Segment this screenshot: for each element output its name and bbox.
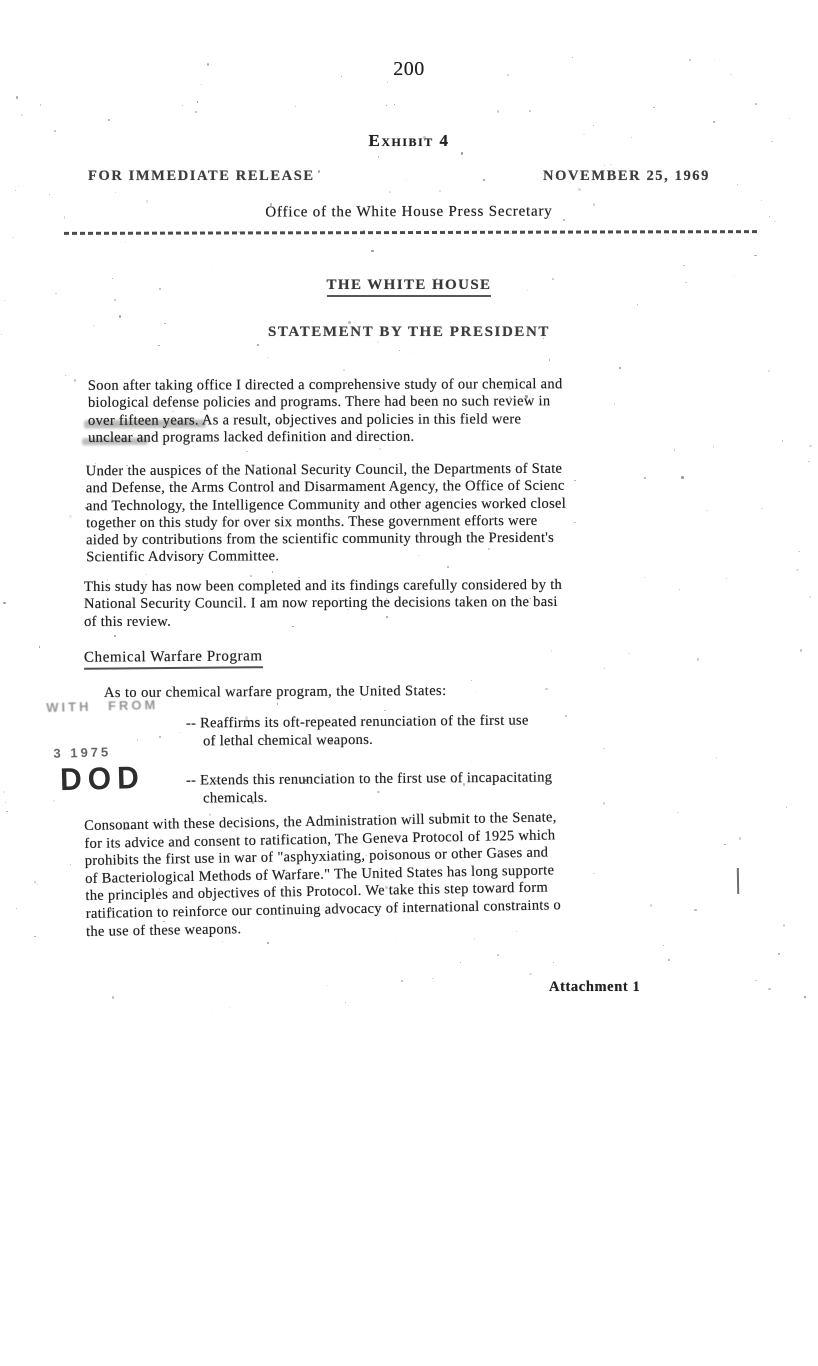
- scan-noise-dot: [112, 278, 113, 279]
- scan-noise-dot: [308, 168, 309, 169]
- scan-noise-dot: [418, 555, 420, 556]
- scan-noise-dot: [53, 800, 56, 802]
- paragraph-line: This study has now been completed and its findings carefully considered by th: [83, 576, 563, 596]
- scan-noise-dot: [389, 191, 391, 193]
- scan-noise-dot: [3, 791, 5, 793]
- scan-noise-dot: [551, 650, 552, 652]
- scan-noise-dot: [774, 221, 776, 222]
- scan-noise-dot: [604, 668, 605, 669]
- page-number: 200: [393, 58, 425, 80]
- attachment-note: Attachment 1: [549, 979, 641, 995]
- scan-noise-dot: [644, 577, 645, 578]
- scan-noise-dot: [69, 515, 72, 518]
- scan-noise-dot: [6, 811, 7, 812]
- scan-noise-dot: [734, 275, 735, 276]
- scan-noise-dot: [114, 635, 116, 638]
- scan-noise-dot: [399, 350, 400, 351]
- scan-noise-dot: [4, 300, 5, 301]
- paragraph-line: for its advice and consent to ratification, The Geneva Protocol of 1925 which: [84, 826, 556, 852]
- scan-noise-dot: [295, 106, 296, 107]
- scan-noise-dot: [529, 110, 531, 112]
- scan-noise-dot: [497, 110, 499, 112]
- section-heading: Chemical Warfare Program: [84, 648, 263, 670]
- scan-noise-dot: [215, 780, 217, 782]
- scan-noise-dot: [677, 812, 678, 813]
- scan-noise-dot: [578, 188, 581, 191]
- scan-noise-dot: [631, 137, 632, 138]
- paragraph-line: biological defense policies and programs. There had been no such review in: [87, 393, 551, 412]
- scan-noise-dot: [34, 936, 35, 937]
- dashed-separator: [64, 230, 758, 235]
- scan-noise-dot: [126, 465, 128, 466]
- scan-noise-dot: [786, 807, 787, 808]
- scan-noise-dot: [36, 883, 38, 885]
- scan-noise-dot: [245, 716, 248, 719]
- scan-noise-dot: [298, 577, 299, 578]
- paragraph-2: [86, 461, 567, 567]
- scan-noise-dot: [447, 566, 449, 568]
- scan-noise-dot: [644, 477, 646, 479]
- scan-noise-dot: [209, 874, 211, 875]
- bullet-line: chemicals.: [203, 789, 268, 806]
- scan-noise-dot: [385, 886, 387, 888]
- scan-noise-dot: [384, 710, 386, 712]
- scan-noise-dot: [463, 783, 465, 785]
- scan-noise-dot: [628, 653, 629, 654]
- scan-noise-dot: [246, 451, 248, 453]
- scan-noise-dot: [610, 892, 611, 893]
- scan-noise-dot: [377, 341, 378, 342]
- scan-noise-dot: [343, 369, 345, 371]
- scan-noise-dot: [549, 359, 550, 361]
- scan-noise-dot: [713, 121, 715, 123]
- scan-noise-dot: [272, 571, 273, 573]
- scan-noise-dot: [455, 781, 456, 782]
- scan-noise-dot: [509, 388, 510, 390]
- scan-noise-dot: [471, 680, 472, 681]
- scan-noise-dot: [439, 190, 441, 192]
- scan-noise-dot: [62, 782, 65, 785]
- paragraph-line: the principles and objectives of this Protocol. We take this step toward form: [85, 879, 549, 905]
- scan-noise-dot: [739, 837, 742, 840]
- scan-noise-dot: [200, 84, 202, 86]
- scan-noise-dot: [16, 96, 19, 99]
- scan-noise-dot: [211, 269, 212, 270]
- paragraph-line: unclear and programs lacked definition and direction.: [88, 428, 415, 446]
- scan-noise-dot: [706, 510, 708, 511]
- scan-noise-dot: [471, 761, 473, 762]
- scan-noise-dot: [510, 233, 511, 234]
- scan-noise-dot: [262, 416, 263, 417]
- statement-title: STATEMENT BY THE PRESIDENT: [267, 324, 551, 340]
- scan-noise-dot: [713, 446, 715, 448]
- scan-noise-dot: [238, 231, 240, 233]
- paragraph-3: [84, 577, 562, 631]
- scan-noise-dot: [18, 186, 19, 187]
- scan-noise-dot: [74, 379, 76, 382]
- scan-noise-dot: [182, 105, 183, 106]
- scan-noise-dot: [603, 748, 605, 750]
- scan-noise-dot: [222, 941, 223, 942]
- scan-noise-dot: [267, 357, 268, 358]
- scan-noise-dot: [159, 736, 161, 738]
- scan-noise-dot: [21, 114, 23, 117]
- scan-noise-dot: [195, 111, 197, 113]
- scan-noise-dot: [398, 440, 399, 441]
- scan-noise-dot: [15, 190, 16, 191]
- scan-noise-dot: [603, 802, 606, 805]
- scan-noise-dot: [436, 278, 438, 279]
- paragraph-line: National Security Council. I am now reporting the decisions taken on the basi: [83, 594, 558, 613]
- scan-noise-dot: [476, 692, 477, 693]
- scan-noise-dot: [653, 107, 655, 109]
- scan-noise-dot: [461, 152, 464, 155]
- office-line: Office of the White House Press Secretary: [265, 203, 553, 221]
- scan-noise-dot: [322, 486, 325, 488]
- scan-noise-dot: [474, 938, 475, 940]
- scan-noise-dot: [371, 250, 373, 253]
- paragraph-line: prohibits the first use in war of "asphyxiating, poisonous or other Gases and: [84, 844, 549, 870]
- scan-noise-dot: [363, 230, 365, 231]
- scan-noise-dot: [406, 180, 407, 181]
- scan-noise-dot: [565, 715, 567, 717]
- paragraph-line: and Defense, the Arms Control and Disarmament Agency, the Office of Scienc: [85, 478, 565, 497]
- scan-noise-dot: [804, 996, 807, 998]
- scan-noise-dot: [318, 170, 320, 173]
- bullet-line: of lethal chemical weapons.: [203, 731, 374, 749]
- scan-noise-dot: [530, 598, 531, 599]
- scan-noise-dot: [563, 219, 564, 221]
- scan-noise-dot: [159, 288, 161, 290]
- scan-noise-dot: [379, 448, 381, 449]
- scan-noise-dot: [432, 978, 434, 979]
- paragraph-line: ratification to reinforce our continuing advocacy of international constraints o: [85, 897, 562, 922]
- paragraph-line: of this review.: [84, 613, 172, 630]
- scan-noise-dot: [395, 938, 396, 939]
- scan-noise-dot: [509, 396, 511, 399]
- scan-noise-dot: [663, 945, 664, 946]
- scan-noise-dot: [545, 688, 548, 690]
- scan-noise-dot: [593, 125, 594, 126]
- scan-noise-dot: [108, 119, 110, 121]
- scan-noise-dot: [768, 988, 770, 990]
- margin-tick-mark: [737, 868, 739, 894]
- smear-mark: [84, 420, 206, 429]
- scan-noise-dot: [12, 237, 14, 238]
- scan-noise-dot: [207, 63, 209, 66]
- exhibit-title: Exhibit 4: [368, 131, 450, 150]
- scan-noise-dot: [65, 375, 66, 376]
- release-row: [88, 168, 710, 185]
- scan-noise-dot: [250, 575, 253, 577]
- scan-noise-dot: [755, 103, 757, 105]
- scan-noise-dot: [754, 255, 756, 257]
- paragraph-line: Under the auspices of the National Security Council, the Departments of State: [85, 460, 563, 480]
- scan-noise-dot: [179, 732, 181, 733]
- scan-noise-dot: [386, 105, 387, 106]
- scan-noise-dot: [674, 449, 675, 450]
- scan-noise-dot: [783, 924, 785, 927]
- scan-noise-dot: [290, 470, 292, 472]
- scan-noise-dot: [800, 649, 802, 651]
- scan-noise-dot: [345, 1002, 346, 1003]
- closing-paragraph: [84, 809, 562, 941]
- scan-noise-dot: [730, 74, 731, 75]
- scan-noise-dot: [697, 658, 699, 660]
- scan-noise-dot: [119, 315, 121, 318]
- scan-noise-dot: [247, 819, 249, 821]
- scan-noise-dot: [125, 242, 126, 243]
- paragraph-line: Consonant with these decisions, the Administration will submit to the Senate,: [84, 809, 557, 834]
- scan-noise-dot: [778, 953, 780, 955]
- scan-noise-dot: [209, 813, 211, 816]
- scan-noise-dot: [85, 507, 87, 509]
- section-intro: As to our chemical warfare program, the United States:: [103, 682, 447, 702]
- bullet-line: -- Extends this renunciation to the first use of incapacitating: [185, 769, 553, 789]
- scan-noise-dot: [789, 118, 790, 119]
- paragraph-line: Soon after taking office I directed a comprehensive study of our chemical and: [87, 376, 563, 394]
- scan-noise-dot: [637, 304, 639, 305]
- scan-noise-dot: [137, 739, 138, 741]
- paragraph-line: and Technology, the Intelligence Community and other agencies worked closel: [85, 495, 567, 514]
- scan-noise-dot: [267, 942, 269, 944]
- scan-noise-dot: [229, 1007, 230, 1008]
- scan-noise-dot: [761, 200, 762, 201]
- scan-noise-dot: [387, 82, 388, 83]
- scan-noise-dot: [378, 156, 379, 157]
- scan-noise-dot: [483, 179, 485, 181]
- scan-noise-dot: [146, 574, 147, 575]
- scan-noise-dot: [39, 646, 40, 648]
- scan-noise-dot: [689, 59, 691, 60]
- paragraph-line: together on this study for over six months. These government efforts were: [86, 512, 538, 532]
- bullet-item-1: [186, 713, 529, 751]
- scan-noise-dot: [782, 440, 783, 442]
- scan-noise-dot: [40, 104, 41, 105]
- scan-noise-dot: [125, 827, 128, 830]
- scan-noise-dot: [410, 484, 411, 486]
- scan-noise-dot: [716, 757, 718, 759]
- paragraph-line: of Bacteriological Methods of Warfare." The United States has long supporte: [84, 862, 555, 887]
- scan-noise-dot: [507, 74, 509, 76]
- scan-noise-dot: [681, 476, 684, 479]
- scan-noise-dot: [737, 184, 738, 185]
- scan-noise-dot: [525, 395, 527, 398]
- scan-noise-dot: [401, 980, 403, 982]
- scan-noise-dot: [115, 192, 116, 193]
- scan-noise-dot: [327, 985, 328, 986]
- bullet-item-2: [186, 769, 553, 807]
- scan-noise-dot: [694, 909, 696, 911]
- scan-noise-dot: [768, 370, 770, 372]
- scan-noise-dot: [604, 165, 605, 166]
- scan-noise-dot: [146, 200, 148, 202]
- paragraph-line: over fifteen years. As a result, objectives and policies in this field were: [88, 410, 522, 429]
- scan-noise-dot: [54, 130, 56, 132]
- bullet-line: -- Reaffirms its oft-repeated renunciation of the first use: [185, 712, 529, 732]
- scan-noise-dot: [95, 463, 96, 464]
- scan-noise-dot: [197, 101, 198, 102]
- scan-noise-dot: [3, 602, 6, 604]
- scan-noise-dot: [650, 904, 653, 907]
- scan-noise-dot: [683, 265, 685, 266]
- scan-noise-dot: [348, 321, 350, 324]
- scan-noise-dot: [413, 353, 414, 354]
- scan-noise-dot: [809, 445, 811, 447]
- release-label: FOR IMMEDIATE RELEASE: [88, 168, 315, 184]
- scan-noise-dot: [257, 344, 259, 346]
- scan-noise-dot: [553, 962, 554, 963]
- scan-noise-dot: [88, 618, 90, 620]
- release-date: NOVEMBER 25, 1969: [543, 168, 710, 184]
- scan-noise-dot: [574, 522, 575, 523]
- scan-noise-dot: [70, 864, 72, 865]
- scan-noise-dot: [304, 779, 306, 782]
- scan-noise-dot: [277, 703, 279, 704]
- scan-noise-dot: [808, 461, 810, 463]
- scan-noise-dot: [114, 299, 116, 301]
- section-heading-wrap: [84, 647, 263, 670]
- scan-noise-dot: [49, 194, 50, 195]
- document-title-wrap: [0, 276, 818, 297]
- scan-noise-dot: [726, 578, 727, 579]
- scan-noise-dot: [211, 1013, 212, 1014]
- stamp-date-text: 3 1975: [53, 744, 112, 761]
- stamp-withdrawn-from-text: WITH FROM: [46, 697, 159, 716]
- scan-noise-dot: [529, 973, 532, 975]
- scan-noise-dot: [798, 551, 800, 552]
- scan-noise-dot: [809, 596, 811, 598]
- paragraph-1: [88, 376, 563, 447]
- paragraph-line: Scientific Advisory Committee.: [86, 548, 280, 566]
- scan-noise-dot: [252, 802, 254, 804]
- scan-noise-dot: [796, 569, 799, 572]
- document-title: THE WHITE HOUSE: [327, 277, 492, 297]
- scan-noise-dot: [112, 996, 115, 999]
- scan-noise-dot: [497, 954, 499, 956]
- scan-noise-dot: [610, 164, 612, 165]
- scan-noise-dot: [574, 480, 576, 482]
- scan-noise-dot: [614, 403, 615, 404]
- stamp-dod-text: DOD: [59, 760, 146, 798]
- paragraph-line: aided by contributions from the scientific community through the President's: [86, 529, 555, 549]
- scan-noise-dot: [158, 345, 159, 346]
- scan-noise-dot: [619, 367, 621, 368]
- scan-noise-dot: [460, 962, 461, 963]
- scan-noise-dot: [143, 581, 145, 583]
- scan-noise-dot: [724, 844, 725, 845]
- scan-noise-dot: [593, 873, 595, 875]
- scan-noise-dot: [755, 980, 757, 981]
- paragraph-line: the use of these weapons.: [85, 920, 242, 940]
- smear-mark: [82, 438, 148, 445]
- scan-noise-dot: [668, 959, 670, 960]
- scan-noise-dot: [761, 508, 762, 510]
- scan-noise-dot: [679, 589, 680, 590]
- scan-noise-dot: [16, 908, 17, 909]
